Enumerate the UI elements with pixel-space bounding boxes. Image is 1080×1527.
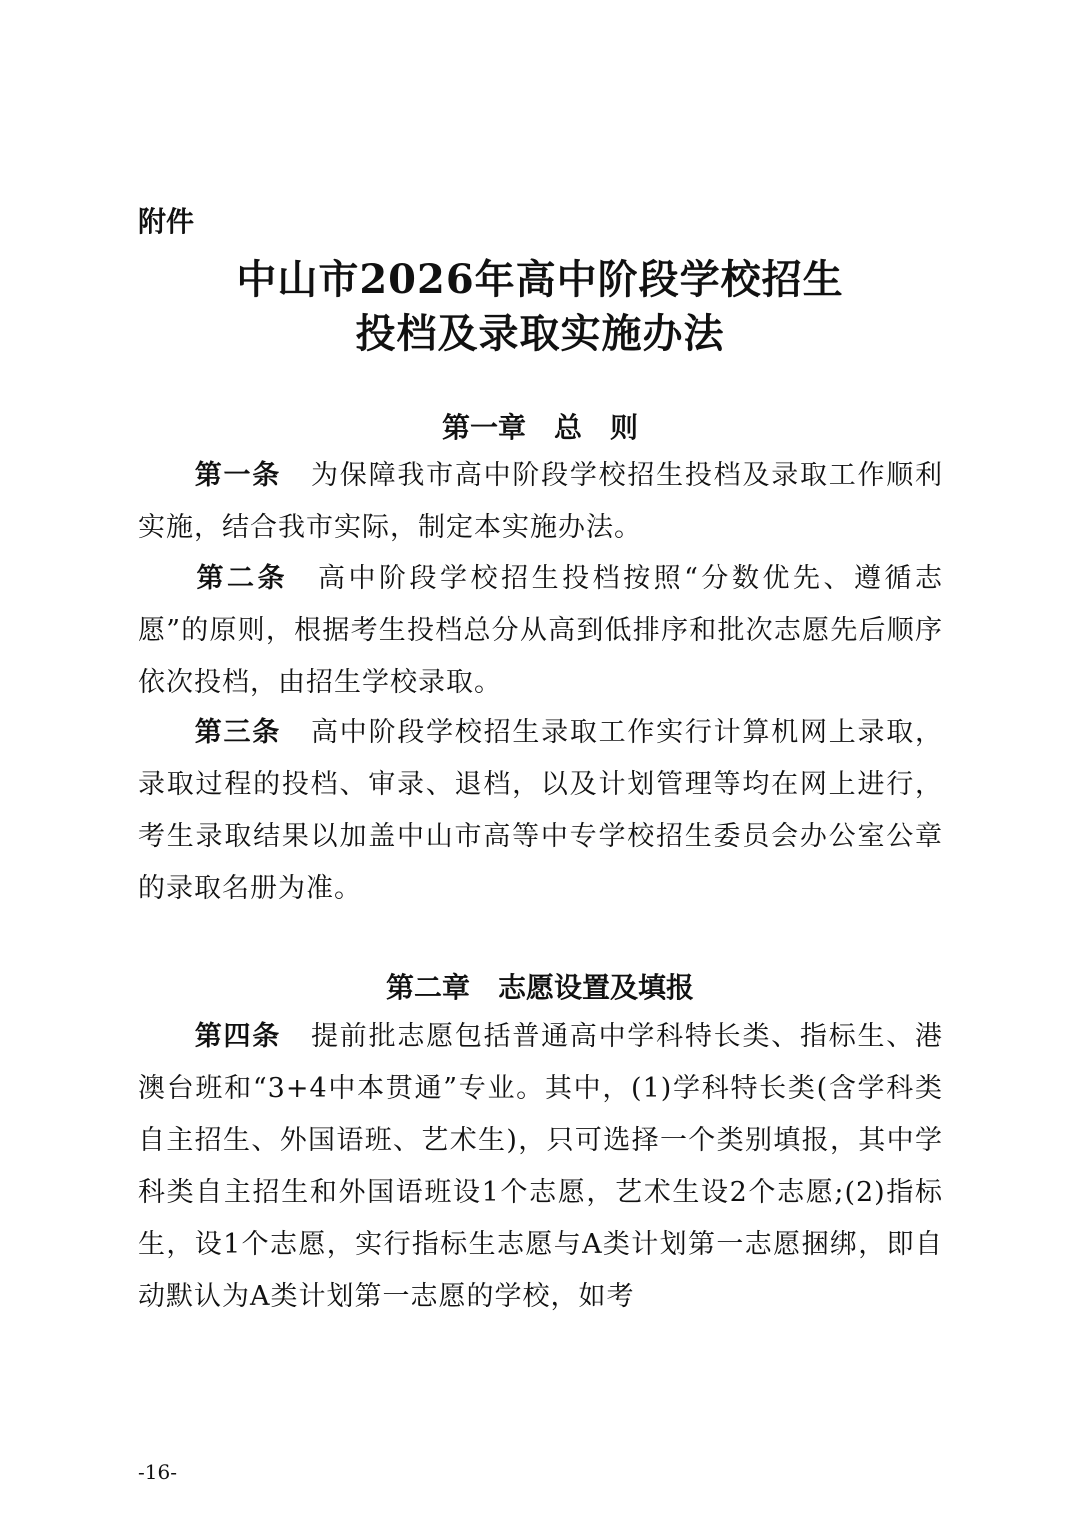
document-title-line-1: 中山市2026年高中阶段学校招生 xyxy=(236,256,844,303)
article-2 xyxy=(138,553,943,709)
article-3-text: 高中阶段学校招生录取工作实行计算机网上录取，录取过程的投档、审录、退档，以及计划管理等均在网上进行，考生录取结果以加盖中山市高等中专学校招生委员会办公室公章的录取名册为准。 xyxy=(138,717,944,904)
article-1-text: 为保障我市高中阶段学校招生投档及录取工作顺利实施，结合我市实际，制定本实施办法。 xyxy=(138,460,944,543)
article-4 xyxy=(138,1011,943,1323)
article-2-lead: 第二条 xyxy=(194,563,289,594)
page-number: -16- xyxy=(138,1460,177,1484)
article-4-text: 提前批志愿包括普通高中学科特长类、指标生、港澳台班和“3+4中本贯通”专业。其中，(1)学科特长类(含学科类自主招生、外国语班、艺术生)，只可选择一个类别填报，其中学科类自主招生和外国语班设1个志愿，艺术生设2个志愿;(2)指标生，设1个志愿，实行指标生志愿与A类计划第一志愿捆绑，即自动默认为A类计划第一志愿的学校，如考 xyxy=(138,1021,944,1312)
article-4-lead: 第四条 xyxy=(194,1021,282,1052)
article-3 xyxy=(138,707,943,915)
annex-label: 附件 xyxy=(138,205,195,238)
chapter-2-heading: 第二章 志愿设置及填报 xyxy=(385,971,694,1004)
article-1-lead: 第一条 xyxy=(194,460,282,491)
document-title-line-2: 投档及录取实施办法 xyxy=(355,310,725,357)
article-2-text: 高中阶段学校招生投档按照“分数优先、遵循志愿”的原则，根据考生投档总分从高到低排序和批次志愿先后顺序依次投档，由招生学校录取。 xyxy=(138,563,943,698)
article-3-lead: 第三条 xyxy=(194,717,282,748)
article-1 xyxy=(138,450,943,554)
chapter-1-heading: 第一章 总 则 xyxy=(441,411,638,444)
